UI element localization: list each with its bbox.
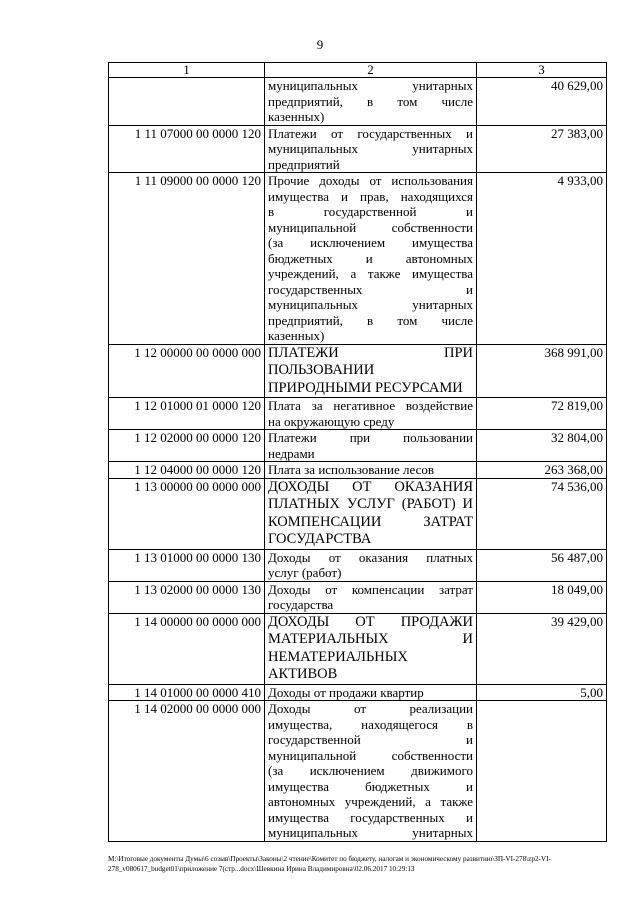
- description-line: Плата за негативное воздействие: [268, 398, 473, 413]
- description-line: автономных учреждений, а также: [268, 794, 473, 809]
- income-description: [265, 344, 477, 398]
- description-line: государственной и: [268, 732, 473, 747]
- budget-code: 1 13 00000 00 0000 000: [109, 478, 265, 549]
- description-line: Доходы от компенсации затрат: [268, 581, 473, 597]
- description-line: недрами: [268, 445, 315, 461]
- table-row: [109, 78, 607, 126]
- description-line: имущества, находящегося в: [268, 716, 473, 732]
- budget-code: 1 11 09000 00 0000 120: [109, 173, 265, 345]
- table-header-row: [109, 63, 607, 78]
- description-line: имущества государственных и: [268, 809, 473, 825]
- amount: 5,00: [477, 684, 607, 701]
- budget-code: 1 14 01000 00 0000 410: [109, 684, 265, 701]
- description-line: Прочие доходы от использования: [268, 173, 473, 188]
- description-line: (за исключением имущества: [268, 235, 473, 250]
- description-line: имущества бюджетных и: [268, 778, 473, 794]
- table-row: [109, 344, 607, 398]
- description-line: Доходы от реализации: [268, 701, 473, 716]
- amount: [477, 701, 607, 842]
- description-line: Доходы от оказания платных: [268, 549, 473, 565]
- amount: 263 368,00: [477, 462, 607, 479]
- table-row: [109, 581, 607, 613]
- income-description: [265, 478, 477, 549]
- table-row: [109, 173, 607, 345]
- page-number: 9: [316, 37, 324, 52]
- budget-code: 1 13 02000 00 0000 130: [109, 581, 265, 613]
- table-row: [109, 613, 607, 684]
- income-description: [265, 430, 477, 462]
- description-line: государственных и: [268, 281, 473, 297]
- description-line: казенных): [268, 109, 325, 124]
- income-description: [265, 78, 477, 126]
- header-col-2: 2: [265, 63, 477, 78]
- budget-code: 1 12 01000 01 0000 120: [109, 398, 265, 430]
- income-description: [265, 581, 477, 613]
- description-line: муниципальных унитарных: [268, 78, 473, 93]
- table-row: [109, 462, 607, 479]
- description-line: (за исключением движимого: [268, 763, 473, 778]
- budget-code: 1 12 02000 00 0000 120: [109, 430, 265, 462]
- description-line: муниципальной собственности: [268, 747, 473, 763]
- amount: 368 991,00: [477, 344, 607, 398]
- income-description: [265, 701, 477, 842]
- table-row: [109, 125, 607, 173]
- budget-table: [108, 62, 607, 842]
- budget-code: [109, 78, 265, 126]
- description-line: Плата за использование лесов: [268, 462, 434, 477]
- income-description: [265, 462, 477, 479]
- description-line: муниципальных унитарных: [268, 297, 473, 312]
- amount: 27 383,00: [477, 125, 607, 173]
- amount: 4 933,00: [477, 173, 607, 345]
- header-col-3: 3: [477, 63, 607, 78]
- income-description: [265, 684, 477, 701]
- description-line: бюджетных и автономных: [268, 250, 473, 266]
- table-row: [109, 549, 607, 581]
- description-line: муниципальных унитарных: [268, 825, 473, 840]
- description-line: ПОЛЬЗОВАНИИ: [268, 362, 375, 378]
- description-line: муниципальной собственности: [268, 219, 473, 235]
- description-line: учреждений, а также имущества: [268, 266, 473, 281]
- amount: 72 819,00: [477, 398, 607, 430]
- table-row: [109, 701, 607, 842]
- table-row: [109, 430, 607, 462]
- description-line: КОМПЕНСАЦИИ ЗАТРАТ: [268, 513, 473, 530]
- amount: 74 536,00: [477, 478, 607, 549]
- description-line: ПРИРОДНЫМИ РЕСУРСАМИ: [268, 379, 463, 396]
- budget-code: 1 12 04000 00 0000 120: [109, 462, 265, 479]
- description-line: НЕМАТЕРИАЛЬНЫХ: [268, 648, 408, 665]
- income-description: [265, 398, 477, 430]
- description-line: Платежи при пользовании: [268, 430, 473, 445]
- table-row: [109, 478, 607, 549]
- description-line: в государственной и: [268, 204, 473, 219]
- description-line: муниципальных унитарных: [268, 141, 473, 156]
- description-line: имущества и прав, находящихся: [268, 188, 473, 204]
- description-line: ДОХОДЫ ОТ ОКАЗАНИЯ: [268, 478, 473, 495]
- budget-code: 1 13 01000 00 0000 130: [109, 549, 265, 581]
- description-line: МАТЕРИАЛЬНЫХ И: [268, 631, 473, 647]
- description-line: предприятий, в том числе: [268, 312, 473, 328]
- amount: 56 487,00: [477, 549, 607, 581]
- amount: 18 049,00: [477, 581, 607, 613]
- file-path-footer: M:\Итоговые документы Думы\6 созыв\Проекты\Законы\2 чтение\Комитет по бюджету, налогам и экономическому развитию\ЗП-VI-278\zp2-VI-278_v080617_budget01\приложение 7(стр...docx\Шевкина Ирина Владимировна\02.06.2017 10:29:13: [108, 855, 551, 873]
- description-line: ГОСУДАРСТВА: [268, 531, 372, 547]
- description-line: ПЛАТНЫХ УСЛУГ (РАБОТ) И: [268, 496, 473, 512]
- description-line: на окружающую среду: [268, 413, 395, 429]
- description-line: ПЛАТЕЖИ ПРИ: [268, 344, 473, 361]
- description-line: Доходы от продажи квартир: [268, 684, 424, 700]
- income-description: [265, 173, 477, 345]
- description-line: предприятий, в том числе: [268, 93, 473, 109]
- description-line: АКТИВОВ: [268, 666, 338, 682]
- income-description: [265, 549, 477, 581]
- description-line: услуг (работ): [268, 565, 342, 580]
- amount: 39 429,00: [477, 613, 607, 684]
- table-row: [109, 398, 607, 430]
- amount: 40 629,00: [477, 78, 607, 126]
- budget-code: 1 12 00000 00 0000 000: [109, 344, 265, 398]
- amount: 32 804,00: [477, 430, 607, 462]
- budget-code: 1 11 07000 00 0000 120: [109, 125, 265, 173]
- table-row: [109, 684, 607, 701]
- description-line: ДОХОДЫ ОТ ПРОДАЖИ: [268, 613, 473, 630]
- income-description: [265, 125, 477, 173]
- description-line: казенных): [268, 328, 325, 343]
- description-line: государства: [268, 597, 334, 612]
- header-col-1: 1: [109, 63, 265, 78]
- income-description: [265, 613, 477, 684]
- budget-code: 1 14 02000 00 0000 000: [109, 701, 265, 842]
- budget-code: 1 14 00000 00 0000 000: [109, 613, 265, 684]
- description-line: Платежи от государственных и: [268, 125, 473, 141]
- description-line: предприятий: [268, 156, 340, 172]
